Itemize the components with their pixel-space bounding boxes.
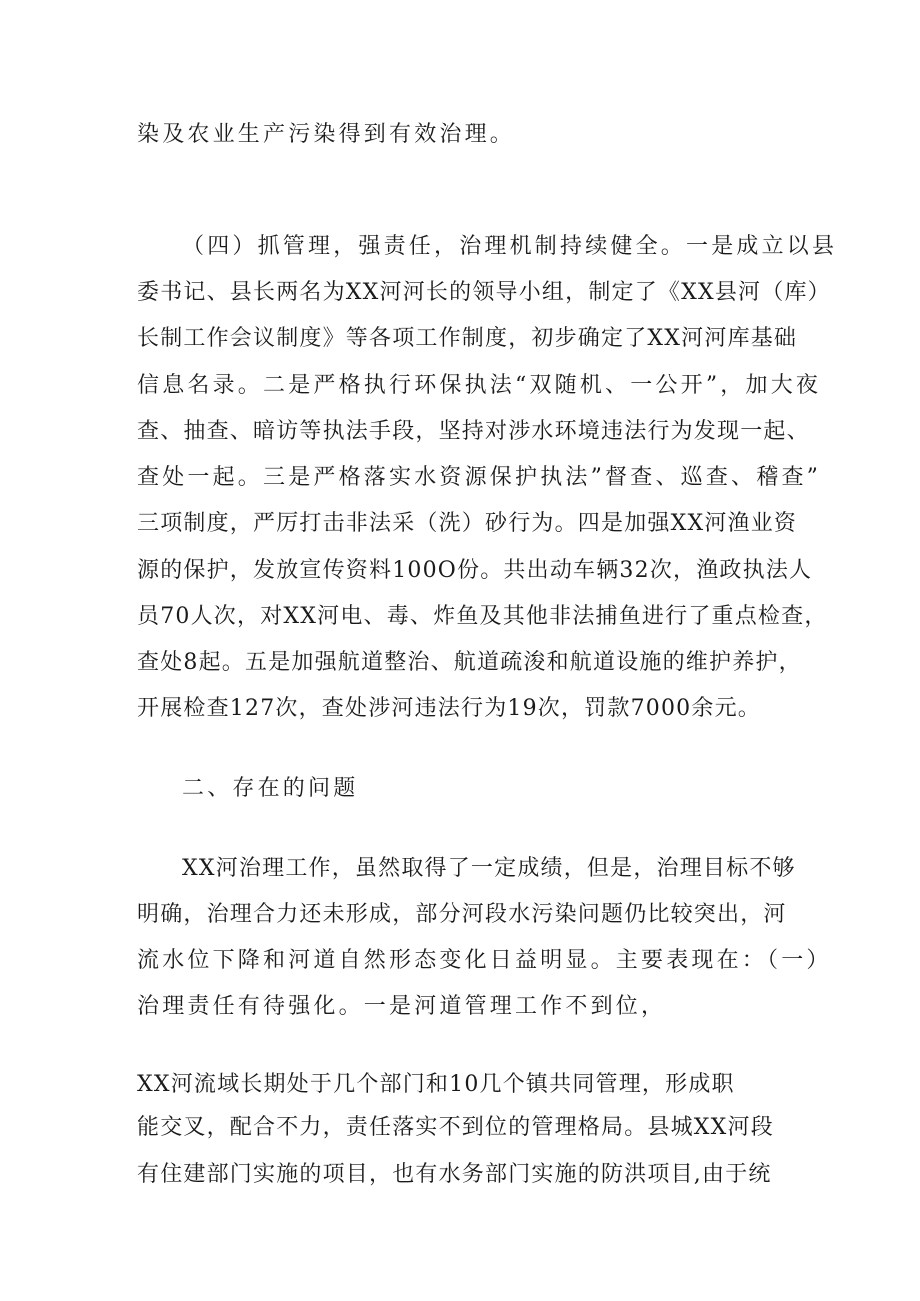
paragraph-line-5: 信息名录。二是严格执行环保执法“双随机、一公开”，加大夜 bbox=[137, 373, 822, 398]
paragraph-line-1: 染及农业生产污染得到有效治理。 bbox=[137, 122, 516, 147]
paragraph-line-11: 查处8起。五是加强航道整治、航道疏浚和航道设施的维护养护， bbox=[137, 650, 802, 675]
paragraph-line-17: XX河流域长期处于几个部门和10几个镇共同管理，形成职 bbox=[137, 1072, 735, 1097]
paragraph-line-12: 开展检查127次，查处涉河违法行为19次，罚款7000余元。 bbox=[137, 696, 761, 721]
paragraph-line-8: 三项制度，严厉打击非法采（洗）砂行为。四是加强XX河渔业资 bbox=[137, 511, 798, 536]
section-heading: 二、存在的问题 bbox=[182, 776, 359, 801]
paragraph-line-15: 流水位下降和河道自然形态变化日益明显。主要表现在：（一） bbox=[137, 948, 832, 973]
paragraph-line-18: 能交叉，配合不力，责任落实不到位的管理格局。县城XX河段 bbox=[137, 1115, 774, 1140]
paragraph-line-19: 有住建部门实施的项目，也有水务部门实施的防洪项目,由于统 bbox=[137, 1162, 772, 1187]
paragraph-line-10: 员70人次，对XX河电、毒、炸鱼及其他非法捕鱼进行了重点检查， bbox=[137, 604, 828, 629]
paragraph-line-6: 查、抽查、暗访等执法手段，坚持对涉水环境违法行为发现一起、 bbox=[137, 419, 810, 444]
paragraph-line-3: 委书记、县长两名为XX河河长的领导小组，制定了《XX县河（库） bbox=[137, 280, 831, 305]
paragraph-line-9: 源的保护，发放宣传资料100O份。共出动车辆32次，渔政执法人 bbox=[137, 558, 813, 583]
paragraph-line-14: 明确，治理合力还未形成，部分河段水污染问题仍比较突出，河 bbox=[137, 902, 787, 927]
paragraph-line-13: XX河治理工作，虽然取得了一定成绩，但是，治理目标不够 bbox=[182, 856, 796, 881]
paragraph-line-4: 长制工作会议制度》等各项工作制度，初步确定了XX河河库基础 bbox=[137, 326, 798, 351]
paragraph-line-2: （四）抓管理，强责任，治理机制持续健全。一是成立以县 bbox=[182, 234, 838, 259]
paragraph-line-7: 查处一起。三是严格落实水资源保护执法”督查、巡查、稽查” bbox=[137, 465, 822, 490]
paragraph-line-16: 治理责任有待强化。一是河道管理工作不到位， bbox=[137, 994, 667, 1019]
